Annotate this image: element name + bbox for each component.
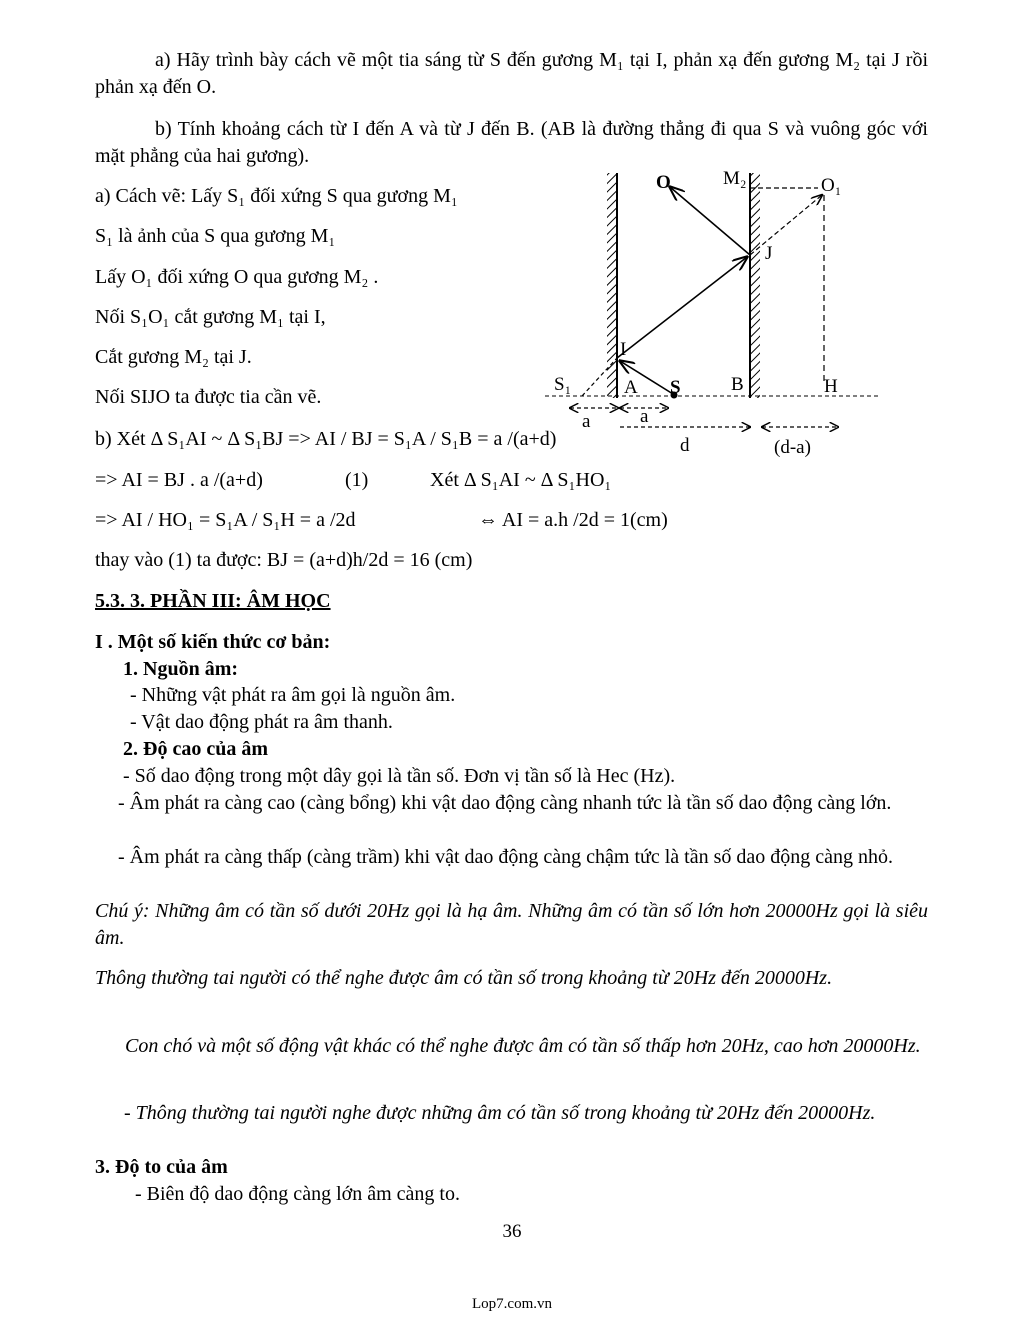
mirror-m2: [750, 173, 760, 398]
label-dim-a2: a: [640, 406, 649, 427]
label-o1: O₁: [821, 175, 842, 196]
bullet-pitch-2: - Âm phát ra càng cao (càng bổng) khi vật dao động càng nhanh tức là tần số dao động càng lớn.: [118, 792, 892, 814]
solution-a-line5: Cắt gương M₂ tại J.: [95, 346, 252, 368]
solution-b-line2b: (1): [345, 469, 369, 491]
page-number: 36: [502, 1221, 522, 1242]
bullet-sound-source-1: - Những vật phát ra âm gọi là nguồn âm.: [130, 684, 456, 706]
section-heading: 5.3. 3. PHẦN III: ÂM HỌC: [95, 590, 331, 612]
solution-b-line4: thay vào (1) ta được: BJ = (a+d)h/2d = 16 (cm): [95, 549, 473, 571]
ray-i-j: [617, 257, 747, 358]
solution-a-line3: Lấy O₁ đối xứng O qua gương M₂ .: [95, 266, 379, 288]
solution-a-line4: Nối S₁O₁ cắt gương M₁ tại I,: [95, 306, 326, 328]
ray-j-o: [670, 187, 750, 255]
label-dim-a1: a: [582, 411, 591, 432]
bullet-pitch-1: - Số dao động trong một dây gọi là tần số. Đơn vị tần số là Hec (Hz).: [123, 765, 676, 787]
label-dim-d-minus-a: (d-a): [774, 437, 811, 458]
bullet-sound-source-2: - Vật dao động phát ra âm thanh.: [130, 711, 393, 733]
heading-pitch: 2. Độ cao của âm: [123, 738, 268, 760]
label-dim-d: d: [680, 435, 690, 456]
label-o: O: [656, 172, 671, 193]
subsection-basics: I . Một số kiến thức cơ bản:: [95, 631, 331, 653]
note-human-hearing-2: - Thông thường tai người nghe được những âm có tần số trong khoảng từ 20Hz đến 20000Hz.: [124, 1102, 876, 1124]
label-h: H: [824, 376, 838, 397]
label-m2: M₂: [723, 168, 747, 189]
note-animals: Con chó và một số động vật khác có thể nghe được âm có tần số thấp hơn 20Hz, cao hơn 20000Hz.: [125, 1035, 921, 1057]
label-a: A: [624, 377, 638, 398]
footer-site: Lop7.com.vn: [472, 1296, 552, 1312]
solution-b-line1: b) Xét Δ S₁AI ~ Δ S₁BJ => AI / BJ = S₁A / S₁B = a /(a+d): [95, 428, 557, 450]
j-o1-line: [750, 195, 822, 255]
question-a: a) Hãy trình bày cách vẽ một tia sáng từ S đến gương M₁ tại I, phản xạ đến gương M₂ tại J rồi phản xạ đến O.: [95, 49, 928, 98]
label-b: B: [731, 374, 744, 395]
solution-b-line3b: ⇔ AI = a.h /2d = 1(cm): [478, 509, 668, 531]
solution-b-line2a: => AI = BJ . a /(a+d): [95, 469, 263, 491]
heading-sound-source: 1. Nguồn âm:: [123, 658, 239, 680]
label-j: J: [765, 243, 773, 264]
solution-a-line2: S₁ là ảnh của S qua gương M₁: [95, 225, 336, 247]
bullet-loudness-1: - Biên độ dao động càng lớn âm càng to.: [135, 1183, 460, 1205]
note-human-hearing: Thông thường tai người có thể nghe được âm có tần số trong khoảng từ 20Hz đến 20000Hz.: [95, 967, 833, 989]
label-s: S: [670, 377, 681, 398]
question-b: b) Tính khoảng cách từ I đến A và từ J đến B. (AB là đường thẳng đi qua S và vuông góc với mặt phẳng của hai gương).: [95, 118, 928, 167]
label-s1: S₁: [554, 374, 572, 395]
heading-loudness: 3. Độ to của âm: [95, 1156, 228, 1178]
label-i: I: [620, 339, 627, 360]
bullet-pitch-3: - Âm phát ra càng thấp (càng trầm) khi vật dao động càng chậm tức là tần số dao động càng nhỏ.: [118, 846, 894, 868]
mirror-diagram: [540, 165, 890, 465]
solution-b-line2c: Xét Δ S₁AI ~ Δ S₁HO₁: [430, 469, 612, 491]
solution-b-line3a: => AI / HO₁ = S₁A / S₁H = a /2d: [95, 509, 356, 531]
solution-a-line6: Nối SIJO ta được tia cần vẽ.: [95, 386, 322, 408]
solution-a-line1: a) Cách vẽ: Lấy S₁ đối xứng S qua gương M₁: [95, 185, 458, 207]
note-infrasound: Chú ý: Những âm có tần số dưới 20Hz gọi là hạ âm. Những âm có tần số lớn hơn 20000Hz gọi là siêu âm.: [95, 900, 928, 949]
